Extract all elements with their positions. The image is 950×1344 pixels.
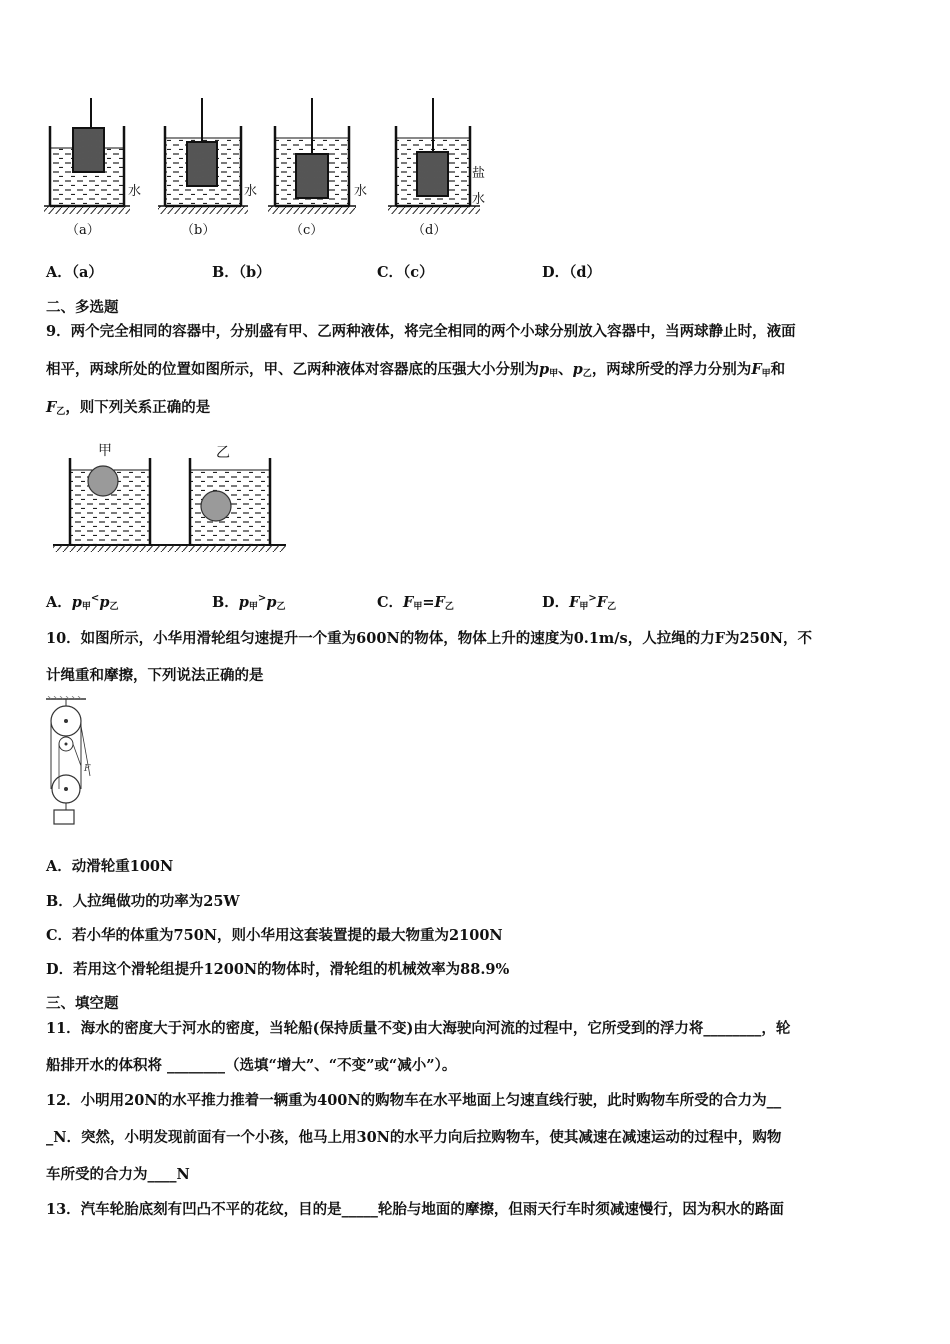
option-letter: A． <box>46 594 72 611</box>
symbol-F: F <box>434 594 445 611</box>
subscript-yi: 乙 <box>582 369 592 379</box>
q10-option-c[interactable]: C．若小华的体重为750N，则小华用这套装置提的最大物重为2100N <box>46 927 503 944</box>
symbol-F: F <box>403 594 414 611</box>
subscript-jia: 甲 <box>81 602 91 612</box>
q8-option-d[interactable]: D．（d） <box>542 264 601 281</box>
figure-label-c: （c） <box>290 223 324 238</box>
container-jia <box>70 458 150 545</box>
symbol-F: F <box>596 594 608 611</box>
option-letter: B． <box>212 594 239 611</box>
symbol-p: p <box>238 594 249 611</box>
q12-text-line3: 车所受的合力为____N <box>46 1166 190 1183</box>
q9-text-line2 <box>46 358 785 379</box>
subscript-yi: 乙 <box>276 602 286 612</box>
beaker-a <box>44 98 130 214</box>
subscript-jia: 甲 <box>413 602 423 612</box>
q9-option-b[interactable] <box>212 591 285 612</box>
q9-option-d[interactable] <box>542 591 616 612</box>
q10-text-line2: 计绳重和摩擦，下列说法正确的是 <box>46 667 264 684</box>
figure-label-jia: 甲 <box>98 443 112 459</box>
subscript-jia: 甲 <box>248 602 258 612</box>
figure-label-a: （a） <box>66 223 100 238</box>
symbol-F: F <box>751 361 762 378</box>
q8-option-a[interactable]: A．（a） <box>46 264 103 281</box>
subscript-yi: 乙 <box>109 602 119 612</box>
q9-line3-post: ，则下列关系正确的是 <box>65 399 211 416</box>
q9-option-a[interactable] <box>46 591 118 612</box>
q11-text-line1: 11．海水的密度大于河水的密度，当轮船(保持质量不变)由大海驶向河流的过程中，它所受到的浮力将________，轮 <box>46 1020 791 1037</box>
pulley-force-label: F <box>84 764 91 774</box>
q10-text-line1: 10．如图所示，小华用滑轮组匀速提升一个重为600N的物体，物体上升的速度为0.1m/s，人拉绳的力F为250N，不 <box>46 630 813 647</box>
beaker-c <box>268 98 356 214</box>
symbol-F: F <box>46 399 57 416</box>
container-yi <box>190 458 270 545</box>
option-letter: D． <box>542 594 570 611</box>
figure-label-b: （b） <box>181 223 216 238</box>
subscript-jia: 甲 <box>549 369 559 379</box>
conjunction-he: 和 <box>770 361 786 378</box>
q9-text-line1: 9．两个完全相同的容器中，分别盛有甲、乙两种液体，将完全相同的两个小球分别放入容器中，当两球静止时，液面 <box>46 323 796 340</box>
q9-line2-pre: 相平，两球所处的位置如图所示，甲、乙两种液体对容器底的压强大小分别为 <box>46 361 539 378</box>
option-letter: C． <box>377 594 404 611</box>
pulley-system-figure <box>44 696 96 828</box>
ball-jia <box>88 466 118 496</box>
q12-text-line1: 12．小明用20N的水平推力推着一辆重为400N的购物车在水平地面上匀速直线行驶，此时购物车所受的合力为__ <box>46 1092 782 1109</box>
q12-text-line2: _N．突然，小明发现前面有一个小孩，他马上用30N的水平力向后拉购物车，使其减速在减速运动的过程中，购物 <box>46 1129 782 1146</box>
q10-option-d[interactable]: D．若用这个滑轮组提升1200N的物体时，滑轮组的机械效率为88.9% <box>46 961 510 978</box>
beaker-c-liquid-label: 水 <box>354 184 368 199</box>
q8-option-c[interactable]: C．（c） <box>377 264 434 281</box>
subscript-jia: 甲 <box>579 602 589 612</box>
q11-text-line2: 船排开水的体积将 ________（选填“增大”、“不变”或“减小”）。 <box>46 1057 457 1074</box>
beaker-d <box>388 98 480 214</box>
symbol-p: p <box>539 361 550 378</box>
subscript-yi: 乙 <box>607 602 617 612</box>
symbol-F: F <box>569 594 580 611</box>
symbol-p: p <box>99 594 110 611</box>
two-containers-figure <box>50 455 290 555</box>
subscript-yi: 乙 <box>56 407 66 417</box>
subscript-jia: 甲 <box>761 369 771 379</box>
greater-than: > <box>257 593 267 605</box>
q13-text-line1: 13．汽车轮胎底刻有凹凸不平的花纹，目的是_____轮胎与地面的摩擦，但雨天行车时须减速慢行，因为积水的路面 <box>46 1201 784 1218</box>
greater-than: > <box>588 593 597 605</box>
figure-label-d: （d） <box>412 223 447 238</box>
q10-option-b[interactable]: B．人拉绳做功的功率为25W <box>46 893 240 910</box>
section-title-multiple-choice: 二、多选题 <box>46 299 119 316</box>
separator: 、 <box>558 361 573 378</box>
beaker-d-liquid-label-bottom: 水 <box>472 192 486 207</box>
section-title-fill-in: 三、填空题 <box>46 995 119 1012</box>
figure-label-yi: 乙 <box>216 445 230 461</box>
beaker-b <box>158 98 248 214</box>
beaker-d-liquid-label-top: 盐 <box>472 166 486 181</box>
less-than: < <box>90 593 100 605</box>
subscript-yi: 乙 <box>444 602 454 612</box>
beaker-a-liquid-label: 水 <box>128 184 142 199</box>
beaker-b-liquid-label: 水 <box>244 184 258 199</box>
q9-option-c[interactable] <box>377 591 454 612</box>
symbol-p: p <box>572 361 583 378</box>
ball-yi <box>201 491 231 521</box>
q9-line2-mid: ，两球所受的浮力分别为 <box>591 361 752 378</box>
q8-option-b[interactable]: B．（b） <box>212 264 271 281</box>
symbol-p: p <box>71 594 82 611</box>
symbol-p: p <box>266 594 277 611</box>
q10-option-a[interactable]: A．动滑轮重100N <box>46 858 174 875</box>
q9-text-line3 <box>46 396 210 417</box>
equals: = <box>422 594 435 611</box>
